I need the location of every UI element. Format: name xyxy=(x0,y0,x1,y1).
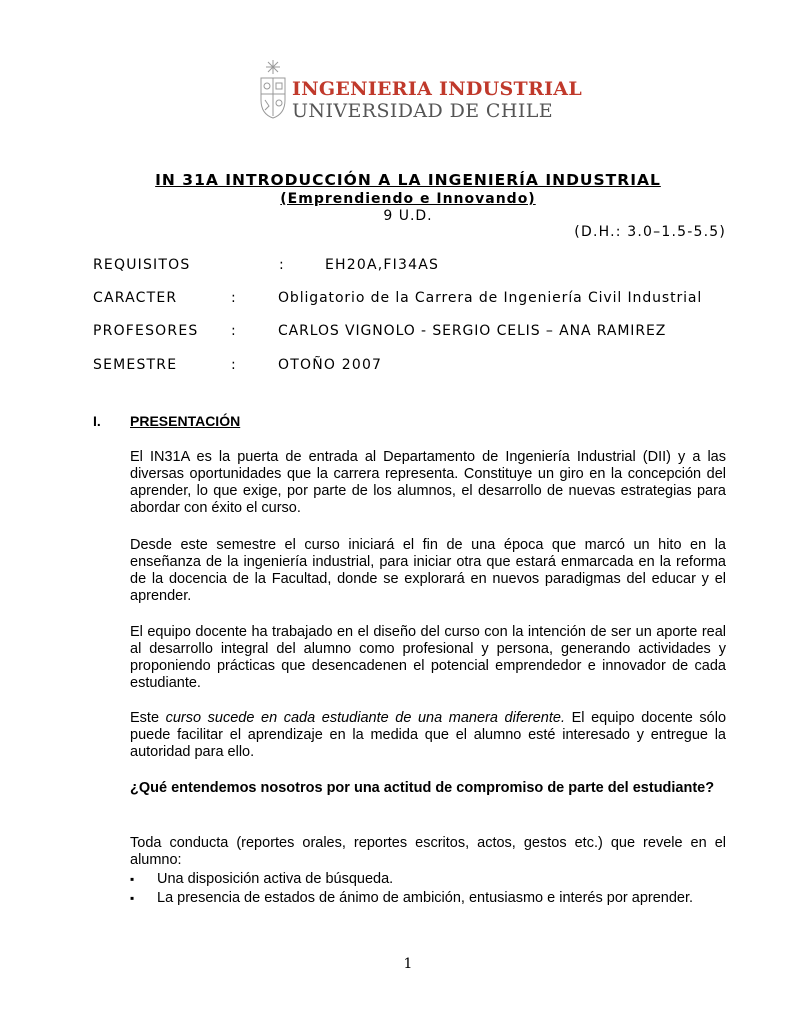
info-label-requisitos: REQUISITOS xyxy=(93,257,191,273)
paragraph-intro: Toda conducta (reportes orales, reportes escritos, actos, gestos etc.) que revele en el alumno: xyxy=(130,835,726,868)
university-seal-icon xyxy=(258,58,288,120)
paragraph-4 xyxy=(130,710,726,761)
section-number: I. xyxy=(93,413,101,429)
bullet-marker: ▪ xyxy=(130,891,135,905)
paragraph-3: El equipo docente ha trabajado en el diseño del curso con la intención de ser un aporte real al desarrollo integral del alumno como profesional y persona, generando actividades y proponiendo prácticas que desencadenen el potencial emprendedor e innovador de cada estudiante. xyxy=(130,624,726,691)
bullet-item: Una disposición activa de búsqueda. xyxy=(157,871,394,887)
info-label-caracter: CARACTER xyxy=(93,290,178,306)
question-heading: ¿Qué entendemos nosotros por una actitud de compromiso de parte del estudiante? xyxy=(130,780,715,796)
info-value-profesores: CARLOS VIGNOLO - SERGIO CELIS – ANA RAMIREZ xyxy=(278,323,667,339)
info-label-semestre: SEMESTRE xyxy=(93,357,178,373)
info-sep-requisitos: : xyxy=(279,257,285,273)
logo-line-2: UNIVERSIDAD DE CHILE xyxy=(292,100,554,122)
info-sep-semestre: : xyxy=(231,357,237,373)
section-title: PRESENTACIÓN xyxy=(130,413,241,429)
info-value-semestre: OTOÑO 2007 xyxy=(278,357,383,373)
info-value-caracter: Obligatorio de la Carrera de Ingeniería Civil Industrial xyxy=(278,290,703,306)
page-number: 1 xyxy=(403,956,413,972)
paragraph-4-start: Este xyxy=(130,710,166,726)
paragraph-1: El IN31A es la puerta de entrada al Departamento de Ingeniería Industrial (DII) y a las diversas oportunidades que la carrera representa. Constituye un giro en la concepción del aprender, lo que exige, por parte de los alumnos, el desarrollo de nuevas estrategias para abordar con éxito el curso. xyxy=(130,449,726,516)
info-label-profesores: PROFESORES xyxy=(93,323,199,339)
course-hours: (D.H.: 3.0–1.5-5.5) xyxy=(574,224,726,240)
logo-line-1: INGENIERIA INDUSTRIAL xyxy=(292,78,582,100)
university-logo xyxy=(258,58,582,122)
bullet-item: La presencia de estados de ánimo de ambición, entusiasmo e interés por aprender. xyxy=(157,890,694,906)
info-sep-profesores: : xyxy=(231,323,237,339)
info-value-requisitos: EH20A,FI34AS xyxy=(325,257,440,273)
info-sep-caracter: : xyxy=(231,290,237,306)
course-title: IN 31A INTRODUCCIÓN A LA INGENIERÍA INDUSTRIAL xyxy=(155,171,661,189)
paragraph-4-end: El equipo docente sólo puede facilitar el aprendizaje en la medida que el alumno esté interesado y entregue la autoridad para ello. xyxy=(130,710,727,760)
paragraph-2: Desde este semestre el curso iniciará el fin de una época que marcó un hito en la enseñanza de la ingeniería industrial, para iniciar otra que estará enmarcada en la reforma de la docencia de la Facultad, donde se explorará en nuevos paradigmas del educar y el aprender. xyxy=(130,537,726,604)
bullet-marker: ▪ xyxy=(130,872,135,886)
course-units: 9 U.D. xyxy=(383,208,433,224)
course-subtitle: (Emprendiendo e Innovando) xyxy=(280,191,536,207)
paragraph-4-italic: curso sucede en cada estudiante de una manera diferente. xyxy=(165,710,565,726)
